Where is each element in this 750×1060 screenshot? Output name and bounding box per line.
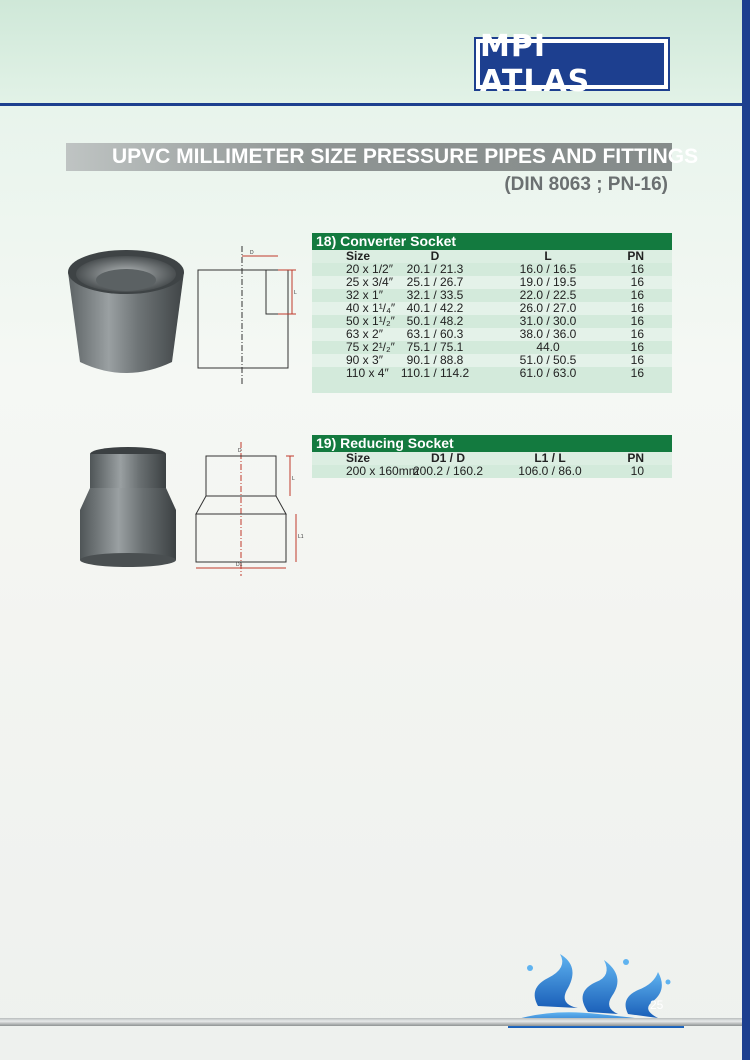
cell-d: 110.1 / 114.2: [400, 366, 470, 380]
cell-pn: 16: [630, 327, 644, 341]
dim-label-d: D: [238, 448, 242, 454]
cell-size: 200 x 160mm: [346, 464, 419, 478]
cell-pn: 16: [630, 353, 644, 367]
cell-d: 32.1 / 33.5: [406, 288, 464, 302]
table-heading: 19) Reducing Socket: [312, 435, 672, 452]
cell-size: 32 x 1″: [346, 288, 383, 302]
col-pn: PN: [627, 249, 644, 263]
cell-l: 51.0 / 50.5: [519, 353, 577, 367]
cell-d: 20.1 / 21.3: [406, 262, 464, 276]
dim-label-l1: L1: [298, 534, 304, 540]
col-d: D: [430, 249, 440, 263]
cell-size: 50 x 1¹/₂″: [346, 314, 395, 328]
cell-l: 61.0 / 63.0: [519, 366, 577, 380]
cell-d: 75.1 / 75.1: [406, 340, 464, 354]
cell-l1-l: 106.0 / 86.0: [518, 464, 582, 478]
cell-l: 16.0 / 16.5: [519, 262, 577, 276]
col-size: Size: [346, 451, 371, 465]
cell-d: 50.1 / 48.2: [406, 314, 464, 328]
reducing-socket-photo: [76, 444, 180, 570]
table-row: [312, 465, 672, 478]
cell-d1-d: 200.2 / 160.2: [412, 464, 484, 478]
cell-pn: 10: [630, 464, 644, 478]
cell-pn: 16: [630, 366, 644, 380]
page-title: UPVC MILLIMETER SIZE PRESSURE PIPES AND FITTINGS: [112, 145, 699, 168]
reducing-socket-table: [312, 435, 672, 478]
cell-size: 75 x 2¹/₂″: [346, 340, 395, 354]
dim-label-l: L: [294, 290, 297, 296]
cell-pn: 16: [630, 262, 644, 276]
converter-socket-photo: [62, 244, 190, 384]
cell-pn: 16: [630, 288, 644, 302]
col-l: L: [544, 249, 552, 263]
cell-l: 26.0 / 27.0: [519, 301, 577, 315]
page-number: 25: [650, 998, 664, 1012]
page-edge-stripe: [742, 0, 750, 1060]
cell-l: 38.0 / 36.0: [519, 327, 577, 341]
cell-l: 19.0 / 19.5: [519, 275, 577, 289]
table-body: [312, 263, 672, 380]
cell-pn: 16: [630, 314, 644, 328]
col-l1-l: L1 / L: [534, 451, 566, 465]
dim-label-d1: D1: [236, 562, 243, 568]
cell-size: 63 x 2″: [346, 327, 383, 341]
cell-pn: 16: [630, 340, 644, 354]
cell-d: 90.1 / 88.8: [406, 353, 464, 367]
cell-d: 40.1 / 42.2: [406, 301, 464, 315]
cell-size: 90 x 3″: [346, 353, 383, 367]
cell-size: 25 x 3/4″: [346, 275, 393, 289]
col-pn: PN: [627, 451, 644, 465]
footer-pipe-graphic: [0, 1018, 742, 1026]
table-row: [312, 367, 672, 380]
cell-d: 63.1 / 60.3: [406, 327, 464, 341]
col-size: Size: [346, 249, 371, 263]
page-subtitle: (DIN 8063 ; PN-16): [504, 174, 668, 195]
converter-socket-table: [312, 233, 672, 393]
water-splash-graphic: [508, 948, 684, 1028]
logo-text: MPI ATLAS: [480, 43, 664, 85]
dim-label-d: D: [250, 250, 254, 256]
cell-size: 110 x 4″: [346, 366, 389, 380]
cell-size: 40 x 1¹/₄″: [346, 301, 396, 315]
converter-socket-drawing: [192, 244, 304, 388]
table-heading: 18) Converter Socket: [312, 233, 672, 250]
cell-l: 44.0: [536, 340, 560, 354]
cell-pn: 16: [630, 301, 644, 315]
reducing-socket-drawing: [186, 440, 312, 578]
cell-l: 22.0 / 22.5: [519, 288, 577, 302]
cell-l: 31.0 / 30.0: [519, 314, 577, 328]
dim-label-l: L: [292, 476, 295, 482]
mpi-atlas-logo: [474, 29, 670, 99]
table-footer-strip: [312, 380, 672, 393]
col-d1-d: D1 / D: [430, 451, 465, 465]
cell-size: 20 x 1/2″: [346, 262, 393, 276]
cell-d: 25.1 / 26.7: [406, 275, 464, 289]
cell-pn: 16: [630, 275, 644, 289]
